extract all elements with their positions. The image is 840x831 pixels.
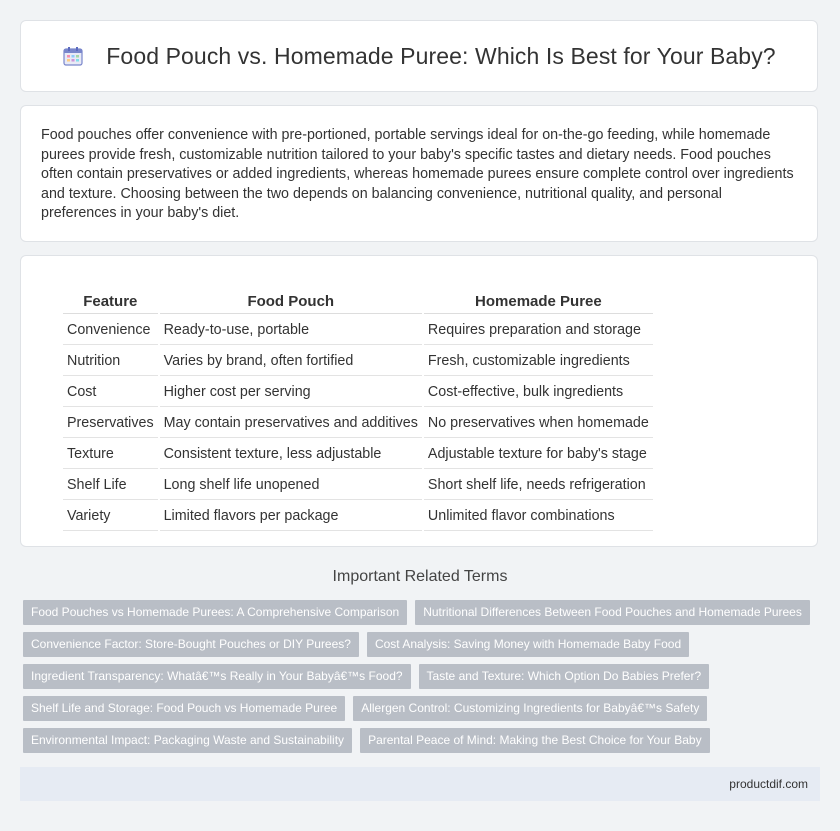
food-pouch-cell: May contain preservatives and additives (160, 409, 422, 438)
food-pouch-cell: Long shelf life unopened (160, 471, 422, 500)
food-pouch-cell: Higher cost per serving (160, 378, 422, 407)
related-term-link[interactable]: Parental Peace of Mind: Making the Best Choice for Your Baby (360, 728, 710, 753)
tag-row (23, 632, 823, 657)
homemade-puree-cell: Short shelf life, needs refrigeration (424, 471, 653, 500)
header-food-pouch: Food Pouch (160, 287, 422, 314)
page-title: Food Pouch vs. Homemade Puree: Which Is Best for Your Baby? (106, 42, 776, 69)
homemade-puree-cell: Fresh, customizable ingredients (424, 347, 653, 376)
related-term-link[interactable]: Ingredient Transparency: Whatâ€™s Really in Your Babyâ€™s Food? (23, 664, 411, 689)
feature-cell: Convenience (63, 316, 158, 345)
homemade-puree-cell: Cost-effective, bulk ingredients (424, 378, 653, 407)
header-card (20, 20, 818, 92)
food-pouch-cell: Limited flavors per package (160, 502, 422, 531)
related-term-link[interactable]: Cost Analysis: Saving Money with Homemade Baby Food (367, 632, 689, 657)
related-term-link[interactable]: Allergen Control: Customizing Ingredients for Babyâ€™s Safety (353, 696, 707, 721)
food-pouch-cell: Consistent texture, less adjustable (160, 440, 422, 469)
table-row (63, 347, 653, 376)
tag-row (23, 664, 823, 689)
related-term-link[interactable]: Taste and Texture: Which Option Do Babies Prefer? (419, 664, 710, 689)
table-row (63, 409, 653, 438)
table-row (63, 316, 653, 345)
homemade-puree-cell: No preservatives when homemade (424, 409, 653, 438)
header-feature: Feature (63, 287, 158, 314)
related-term-link[interactable]: Convenience Factor: Store-Bought Pouches or DIY Purees? (23, 632, 359, 657)
related-terms-list (23, 600, 823, 760)
header-inner (62, 43, 775, 70)
comparison-table (61, 285, 655, 533)
food-pouch-cell: Ready-to-use, portable (160, 316, 422, 345)
intro-card (20, 105, 818, 242)
table-header-row (63, 287, 653, 314)
feature-cell: Nutrition (63, 347, 158, 376)
homemade-puree-cell: Unlimited flavor combinations (424, 502, 653, 531)
tag-row (23, 696, 823, 721)
homemade-puree-cell: Adjustable texture for baby's stage (424, 440, 653, 469)
feature-cell: Texture (63, 440, 158, 469)
related-term-link[interactable]: Environmental Impact: Packaging Waste and Sustainability (23, 728, 352, 753)
feature-cell: Shelf Life (63, 471, 158, 500)
tag-row (23, 600, 823, 625)
calendar-icon (62, 45, 84, 67)
related-term-link[interactable]: Nutritional Differences Between Food Pouches and Homemade Purees (415, 600, 810, 625)
tag-row (23, 728, 823, 753)
table-row (63, 378, 653, 407)
table-row (63, 471, 653, 500)
feature-cell: Variety (63, 502, 158, 531)
header-homemade-puree: Homemade Puree (424, 287, 653, 314)
table-row (63, 440, 653, 469)
related-term-link[interactable]: Shelf Life and Storage: Food Pouch vs Homemade Puree (23, 696, 345, 721)
feature-cell: Cost (63, 378, 158, 407)
food-pouch-cell: Varies by brand, often fortified (160, 347, 422, 376)
feature-cell: Preservatives (63, 409, 158, 438)
homemade-puree-cell: Requires preparation and storage (424, 316, 653, 345)
footer (20, 767, 820, 801)
related-term-link[interactable]: Food Pouches vs Homemade Purees: A Comprehensive Comparison (23, 600, 407, 625)
table-row (63, 502, 653, 531)
comparison-table-card (20, 255, 818, 547)
footer-site-link[interactable]: productdif.com (729, 777, 808, 791)
intro-paragraph: Food pouches offer convenience with pre-portioned, portable servings ideal for on-the-go feeding, while homemade purees provide fresh, customizable nutrition tailored to your baby's specific tastes and dietary needs. Food pouches often contain preservatives or added ingredients, whereas homemade purees ensure complete control over ingredients and texture. Choosing between the two depends on balancing convenience, nutritional quality, and personal preferences in your baby's diet. (41, 127, 794, 221)
related-terms-title: Important Related Terms (332, 568, 508, 585)
